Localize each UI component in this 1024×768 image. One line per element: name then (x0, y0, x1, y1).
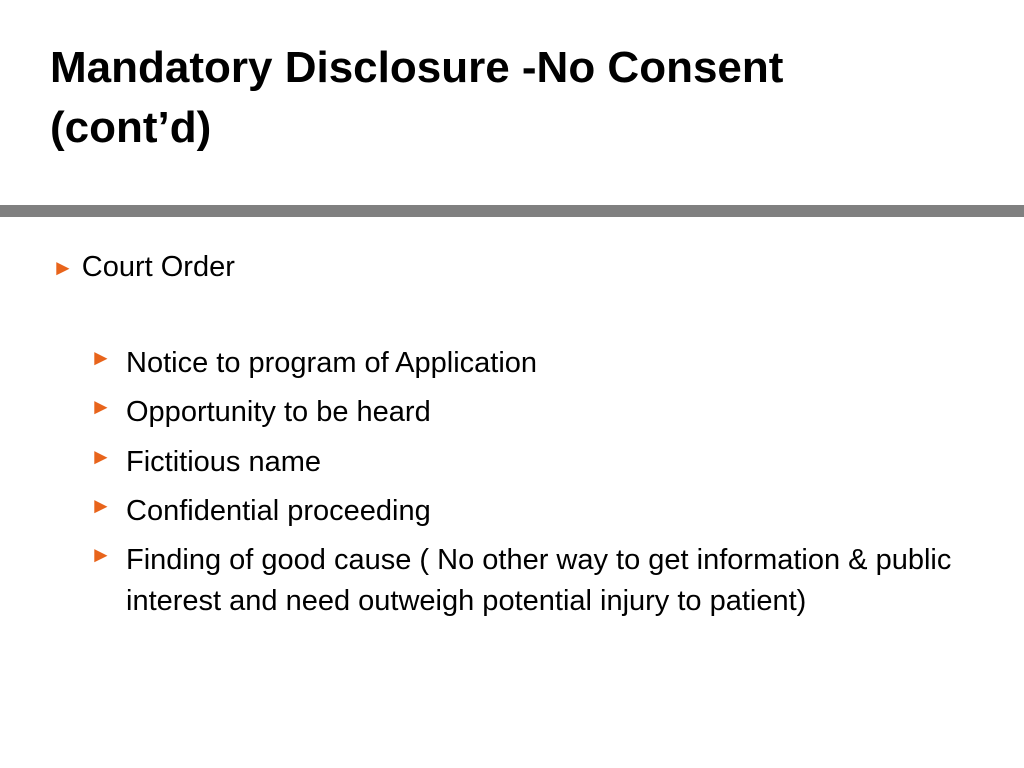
main-bullet-text: Court Order (81, 251, 235, 283)
slide-title-line-1: Mandatory Disclosure -No Consent (50, 43, 784, 92)
bullet-arrow-icon: ► (90, 444, 112, 469)
sub-bullet-4: Confidential proceeding (126, 495, 431, 527)
bullet-arrow-icon: ► (52, 255, 74, 280)
bullet-arrow-icon: ► (90, 394, 112, 419)
bullet-arrow-icon: ► (90, 542, 112, 567)
sub-bullet-5: Finding of good cause ( No other way to get information & public interest and need outweigh potential injury to patient) (126, 544, 952, 617)
sub-bullet-2: Opportunity to be heard (126, 396, 431, 428)
main-bullet (52, 247, 235, 288)
slide-title-line-2: (cont’d) (50, 103, 212, 152)
sub-bullet-1: Notice to program of Application (126, 347, 538, 379)
bullet-arrow-icon: ► (90, 493, 112, 518)
bullet-arrow-icon: ► (90, 345, 112, 370)
sub-bullet-3: Fictitious name (126, 446, 322, 478)
